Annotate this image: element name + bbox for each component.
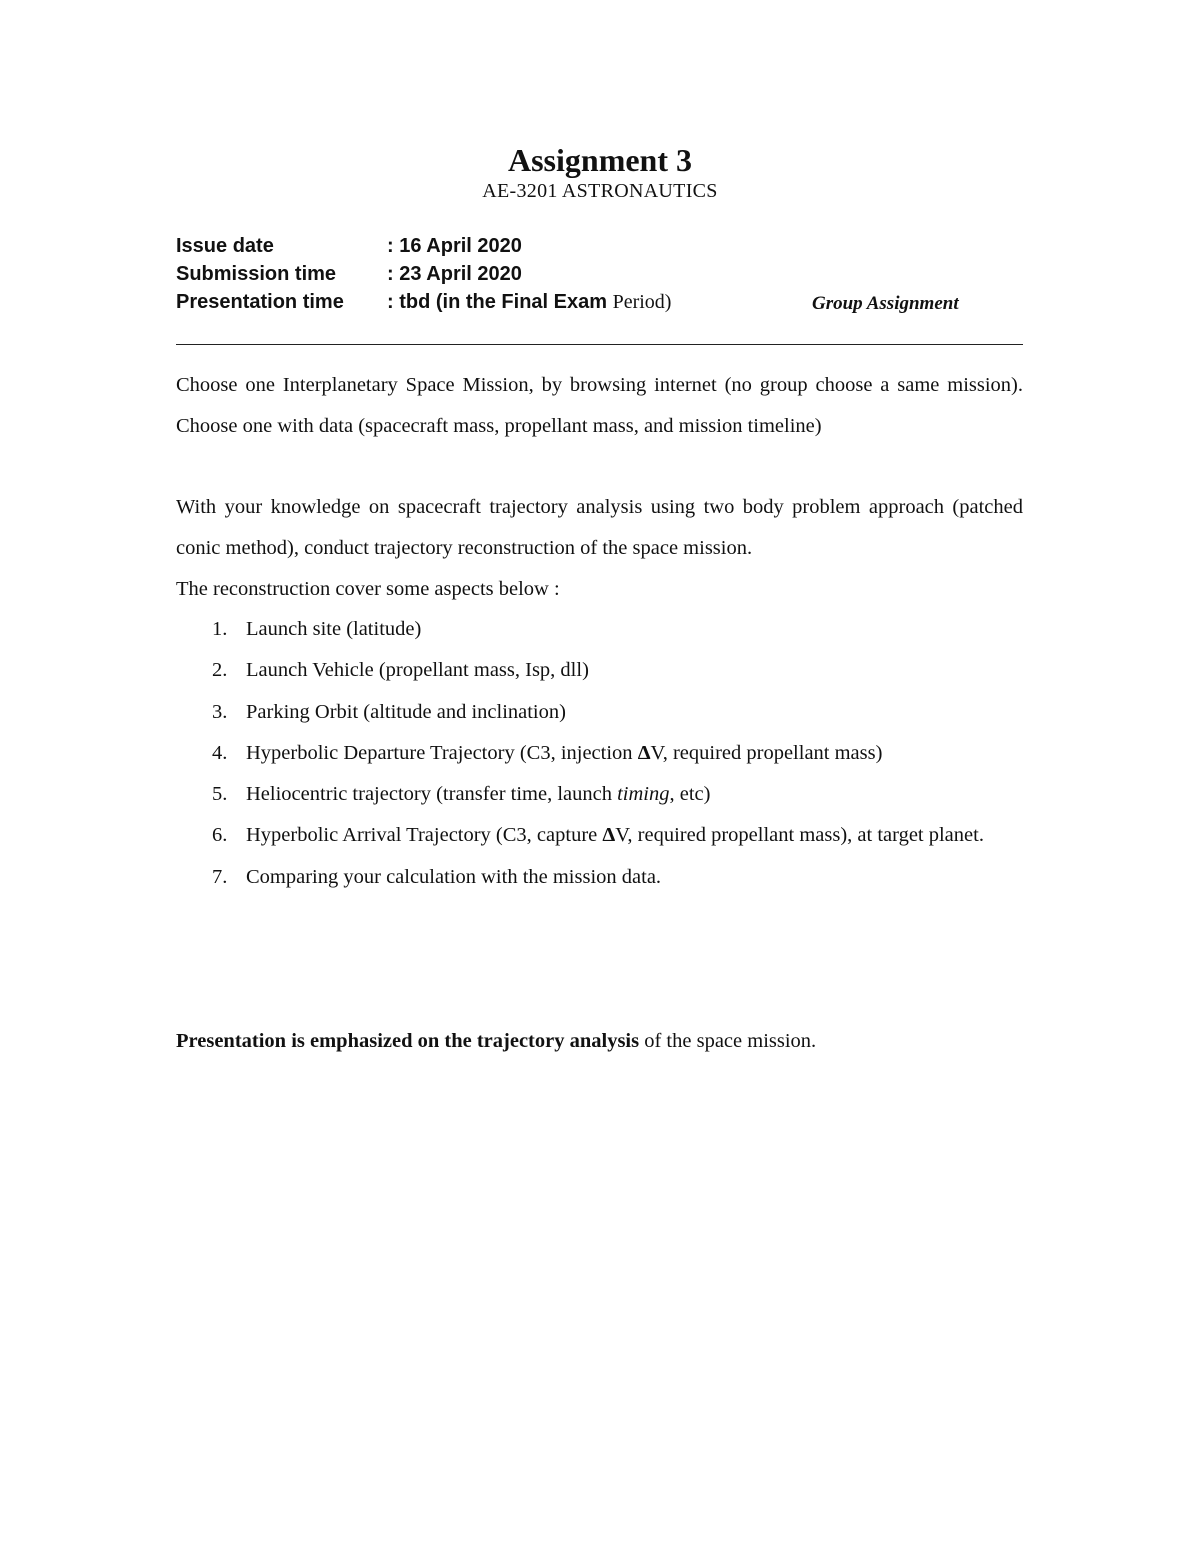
- list-item-number: 2.: [212, 659, 228, 682]
- list-item: [176, 733, 1023, 774]
- header-divider: [176, 344, 1023, 345]
- course-code: AE-3201 ASTRONAUTICS: [482, 180, 718, 202]
- list-item-number: 6.: [212, 824, 228, 847]
- aspects-list: [176, 609, 1023, 898]
- list-item-text: Heliocentric trajectory (transfer time, launch: [246, 783, 618, 806]
- list-item-number: 3.: [212, 700, 228, 723]
- list-item-number: 4.: [212, 741, 228, 764]
- list-item-text: Launch site (latitude): [246, 618, 422, 640]
- list-item-text: Launch Vehicle (propellant mass, Isp, dll): [246, 659, 589, 682]
- delta-symbol: Δ: [637, 741, 651, 764]
- presentation-time-value: [387, 288, 671, 316]
- list-item-text: Comparing your calculation with the mission data.: [246, 865, 662, 888]
- list-item-number: 7.: [212, 865, 228, 888]
- presentation-time-label: Presentation time: [176, 291, 344, 313]
- list-item: [176, 815, 1023, 856]
- list-item: [176, 857, 1023, 898]
- closing-remainder: of the space mission.: [639, 1030, 817, 1052]
- group-assignment-tag: Group Assignment: [812, 293, 959, 314]
- list-item-number: 5.: [212, 783, 228, 806]
- aspects-intro: The reconstruction cover some aspects below :: [176, 578, 560, 600]
- submission-time-value: : 23 April 2020: [387, 263, 522, 285]
- list-item-text: Parking Orbit (altitude and inclination): [246, 700, 566, 723]
- list-item: [176, 774, 1023, 815]
- closing-statement: [176, 1021, 816, 1062]
- emphasized-word: timing: [617, 783, 670, 806]
- submission-time-label: Submission time: [176, 263, 337, 285]
- list-item-text-continued: V, required propellant mass): [650, 741, 883, 764]
- list-item: [176, 609, 1023, 650]
- list-item: [176, 692, 1023, 733]
- list-item-text: Hyperbolic Arrival Trajectory (C3, capture: [246, 824, 603, 847]
- paragraph-trajectory-analysis: With your knowledge on spacecraft trajectory analysis using two body problem approach (patched conic method), conduct trajectory reconstruction of the space mission.: [176, 496, 1023, 559]
- delta-symbol: Δ: [602, 824, 616, 847]
- list-item-text-continued: , etc): [669, 783, 711, 806]
- presentation-time-value-normal: Period): [612, 291, 672, 313]
- paragraph-mission-choice: Choose one Interplanetary Space Mission, by browsing internet (no group choose a same mission). Choose one with data (spacecraft mass, propellant mass, and mission timeline): [176, 374, 1023, 437]
- list-item-text: Hyperbolic Departure Trajectory (C3, injection: [246, 741, 638, 764]
- presentation-time-value-bold: : tbd (in the Final Exam: [387, 291, 608, 313]
- issue-date-value: : 16 April 2020: [387, 235, 522, 257]
- list-item-number: 1.: [212, 618, 228, 640]
- closing-emphasis: Presentation is emphasized on the trajectory analysis: [176, 1030, 640, 1052]
- assignment-title: Assignment 3: [507, 142, 692, 178]
- list-item: [176, 650, 1023, 691]
- issue-date-label: Issue date: [176, 235, 274, 257]
- list-item-text-continued: V, required propellant mass), at target planet.: [615, 824, 984, 847]
